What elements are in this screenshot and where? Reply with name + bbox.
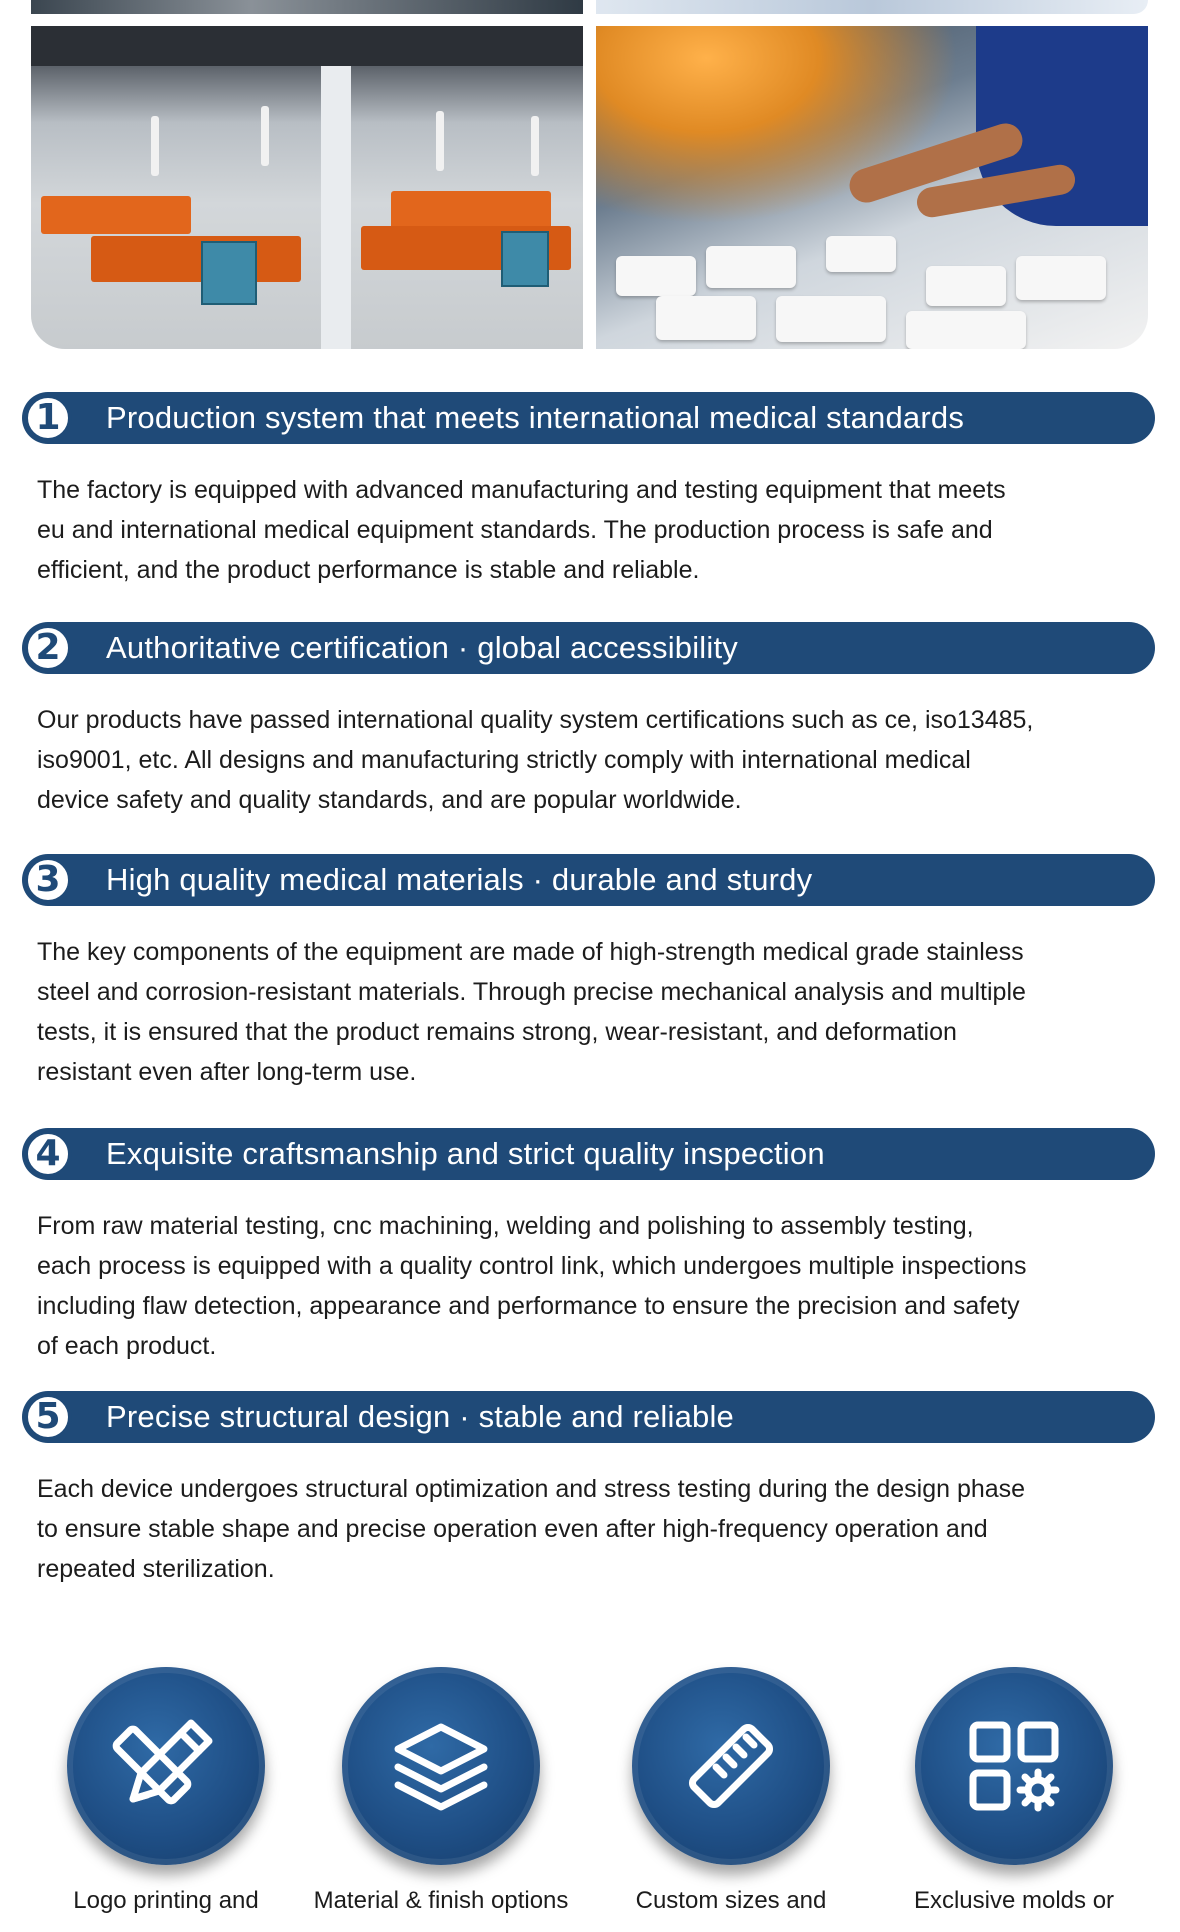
body-line: The key components of the equipment are made of high-strength medical grade stainless (37, 938, 1024, 966)
feature-label: Material & finish options (313, 1887, 569, 1914)
number-badge-2: 2 (24, 624, 72, 672)
section-body-2 (37, 700, 1155, 820)
factory-photo-top-right (596, 0, 1148, 14)
body-line: to ensure stable shape and precise operation even after high-frequency operation and (37, 1515, 988, 1543)
section-body-5 (37, 1469, 1155, 1589)
section-header-5 (22, 1391, 1155, 1443)
section-header-4 (22, 1128, 1155, 1180)
feature-label: Logo printing and (73, 1887, 259, 1914)
body-line: eu and international medical equipment standards. The production process is safe and (37, 516, 993, 544)
ruler-icon (632, 1667, 830, 1865)
body-line: efficient, and the product performance is stable and reliable. (37, 556, 700, 584)
body-line: repeated sterilization. (37, 1555, 275, 1583)
section-title-5: Precise structural design · stable and reliable (106, 1399, 734, 1434)
body-line: Each device undergoes structural optimization and stress testing during the design phase (37, 1475, 1026, 1503)
assembly-line-photo (596, 26, 1148, 349)
factory-workshop-photo (31, 26, 583, 349)
section-header-2 (22, 622, 1155, 674)
section-body-4 (37, 1206, 1155, 1366)
number-badge-3: 3 (24, 856, 72, 904)
body-line: steel and corrosion-resistant materials. Through precise mechanical analysis and multiple (37, 978, 1026, 1006)
feature-label: Custom sizes and (635, 1887, 827, 1914)
layers-icon (342, 1667, 540, 1865)
section-header-1 (22, 392, 1155, 444)
feature-material-finish[interactable] (311, 1667, 571, 1915)
body-line: tests, it is ensured that the product remains strong, wear-resistant, and deformation (37, 1018, 957, 1046)
section-title-2: Authoritative certification · global accessibility (106, 630, 738, 665)
section-body-3 (37, 932, 1155, 1092)
pencil-ruler-icon (67, 1667, 265, 1865)
feature-label: Exclusive molds or (913, 1887, 1115, 1914)
factory-photo-top-left (31, 0, 583, 14)
section-title-4: Exquisite craftsmanship and strict quality inspection (106, 1136, 825, 1171)
body-line: including flaw detection, appearance and performance to ensure the precision and safety (37, 1292, 1020, 1320)
number-badge-4: 4 (24, 1130, 72, 1178)
feature-exclusive-molds[interactable] (884, 1667, 1144, 1915)
feature-logo-printing[interactable] (36, 1667, 296, 1915)
number-badge-1: 1 (24, 394, 72, 442)
body-line: device safety and quality standards, and are popular worldwide. (37, 786, 742, 814)
body-line: From raw material testing, cnc machining, welding and polishing to assembly testing, (37, 1212, 974, 1240)
section-title-3: High quality medical materials · durable and sturdy (106, 862, 813, 897)
feature-custom-sizes[interactable] (601, 1667, 861, 1915)
section-header-3 (22, 854, 1155, 906)
body-line: The factory is equipped with advanced manufacturing and testing equipment that meets (37, 476, 1006, 504)
body-line: each process is equipped with a quality control link, which undergoes multiple inspections (37, 1252, 1027, 1280)
body-line: resistant even after long-term use. (37, 1058, 417, 1086)
body-line: Our products have passed international quality system certifications such as ce, iso13485, (37, 706, 1034, 734)
section-title-1: Production system that meets international medical standards (106, 400, 965, 435)
section-body-1 (37, 470, 1155, 590)
body-line: of each product. (37, 1332, 217, 1360)
body-line: iso9001, etc. All designs and manufacturing strictly comply with international medical (37, 746, 971, 774)
grid-gear-icon (915, 1667, 1113, 1865)
number-badge-5: 5 (24, 1393, 72, 1441)
